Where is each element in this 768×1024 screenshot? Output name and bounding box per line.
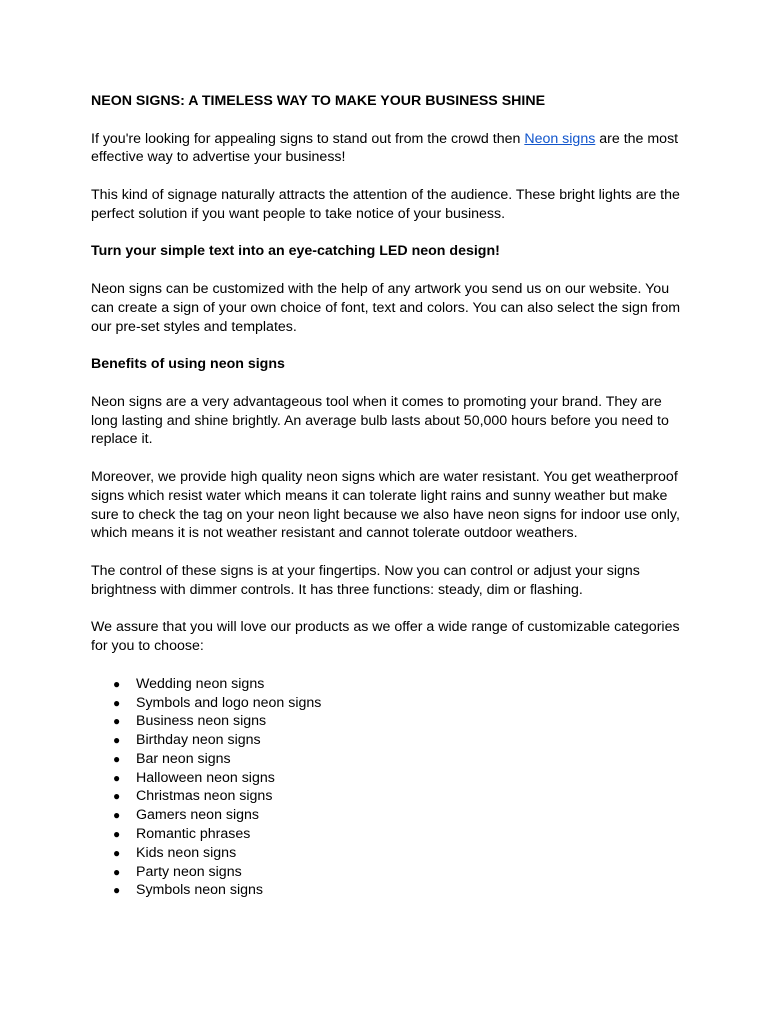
- bullet-icon: ●: [113, 770, 121, 785]
- bullet-icon: ●: [113, 789, 121, 804]
- list-item-label: Christmas neon signs: [136, 788, 273, 805]
- list-item-label: Kids neon signs: [136, 844, 237, 861]
- list-item-label: Birthday neon signs: [136, 732, 261, 749]
- list-item: [113, 750, 681, 769]
- list-item: [113, 769, 681, 788]
- list-item-label: Halloween neon signs: [136, 769, 275, 786]
- bullet-icon: ●: [113, 733, 121, 748]
- attention-paragraph: This kind of signage naturally attracts the attention of the audience. These bright lights are the perfect solution if you want people to take notice of your business.: [91, 186, 680, 222]
- control-paragraph: The control of these signs is at your fingertips. Now you can control or adjust your signs brightness with dimmer controls. It has three functions: steady, dim or flashing.: [91, 562, 640, 598]
- list-item: [113, 712, 681, 731]
- list-item-label: Gamers neon signs: [136, 807, 260, 824]
- list-item-label: Symbols and logo neon signs: [136, 694, 322, 711]
- list-item: [113, 844, 681, 863]
- bullet-icon: ●: [113, 714, 121, 729]
- list-item: [113, 825, 681, 844]
- list-item-label: Wedding neon signs: [136, 675, 265, 692]
- neon-signs-link[interactable]: Neon signs: [524, 130, 596, 147]
- list-item: [113, 881, 681, 900]
- benefits-heading: Benefits of using neon signs: [91, 356, 285, 373]
- list-item: [113, 694, 681, 713]
- bullet-icon: ●: [113, 883, 121, 898]
- list-item: [113, 806, 681, 825]
- bullet-icon: ●: [113, 751, 121, 766]
- intro-text-before: If you're looking for appealing signs to stand out from the crowd then: [91, 130, 525, 147]
- document-title: NEON SIGNS: A TIMELESS WAY TO MAKE YOUR BUSINESS SHINE: [91, 93, 546, 109]
- list-item-label: Party neon signs: [136, 863, 242, 880]
- bullet-icon: ●: [113, 864, 121, 879]
- assurance-paragraph: We assure that you will love our products as we offer a wide range of customizable categories for you to choose:: [91, 619, 680, 655]
- list-item-label: Bar neon signs: [136, 750, 231, 767]
- list-item: [113, 863, 681, 882]
- customize-paragraph: Neon signs can be customized with the help of any artwork you send us on our website. You can create a sign of your own choice of font, text and colors. You can also select the sign from our pre-set styles and templates.: [91, 280, 681, 335]
- list-item-label: Romantic phrases: [136, 826, 251, 843]
- list-item: [113, 731, 681, 750]
- category-list: [91, 675, 681, 901]
- bullet-icon: ●: [113, 845, 121, 860]
- eye-catching-heading: Turn your simple text into an eye-catching LED neon design!: [91, 243, 500, 260]
- intro-paragraph: [91, 130, 681, 168]
- list-item: [113, 787, 681, 806]
- list-item-label: Business neon signs: [136, 713, 267, 730]
- bullet-icon: ●: [113, 695, 121, 710]
- bullet-icon: ●: [113, 676, 121, 691]
- intro-text-after: are the most effective way to advertise your business!: [91, 130, 679, 166]
- bullet-icon: ●: [113, 808, 121, 823]
- water-resistance-paragraph: Moreover, we provide high quality neon signs which are water resistant. You get weatherproof signs which resist water which means it can tolerate light rains and sunny weather but make sure to check the tag on your neon light because we also have neon signs for indoor use only, which means it is not weather resistant and cannot tolerate outdoor weathers.: [91, 468, 680, 542]
- bullet-icon: ●: [113, 827, 121, 842]
- document-page: [91, 92, 681, 900]
- benefits-paragraph: Neon signs are a very advantageous tool when it comes to promoting your brand. They are long lasting and shine brightly. An average bulb lasts about 50,000 hours before you need to replace it.: [91, 393, 669, 448]
- list-item-label: Symbols neon signs: [136, 882, 263, 899]
- list-item: [113, 675, 681, 694]
